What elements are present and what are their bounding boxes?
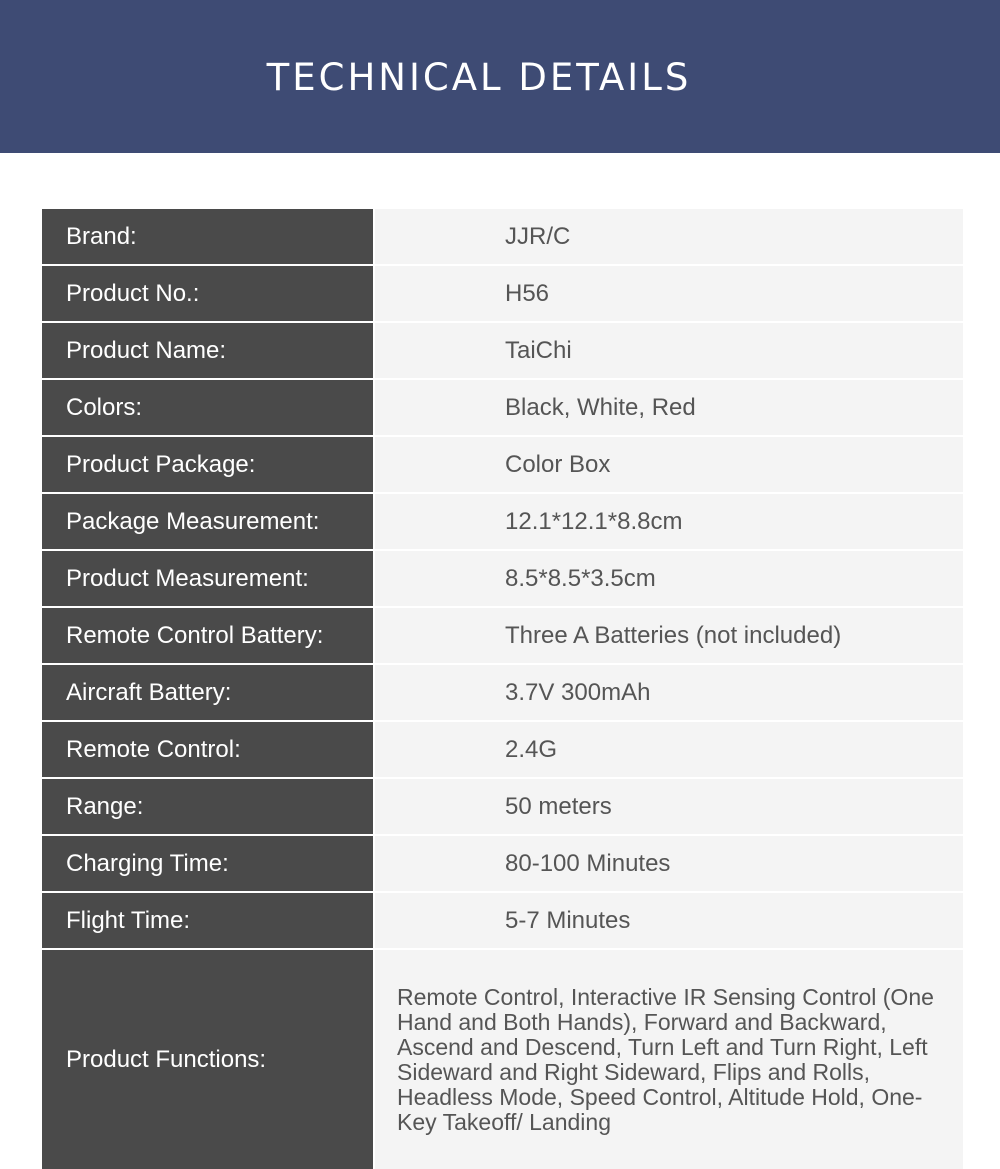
spec-value: 3.7V 300mAh (373, 665, 963, 720)
page-title: TECHNICAL DETAILS (266, 56, 692, 99)
spec-row-flight-time (42, 893, 963, 950)
spec-value: 12.1*12.1*8.8cm (373, 494, 963, 549)
spec-row-product-measurement (42, 551, 963, 608)
spec-value: H56 (373, 266, 963, 321)
spec-label: Remote Control: (42, 722, 373, 777)
spec-label: Package Measurement: (42, 494, 373, 549)
spec-label: Remote Control Battery: (42, 608, 373, 663)
spec-value: JJR/C (373, 209, 963, 264)
spec-label: Range: (42, 779, 373, 834)
spec-label: Product Measurement: (42, 551, 373, 606)
spec-value: 80-100 Minutes (373, 836, 963, 891)
spec-value: 50 meters (373, 779, 963, 834)
spec-label: Aircraft Battery: (42, 665, 373, 720)
spec-row-product-name (42, 323, 963, 380)
spec-row-product-no (42, 266, 963, 323)
spec-row-product-package (42, 437, 963, 494)
spec-row-charging-time (42, 836, 963, 893)
spec-table (42, 209, 963, 1169)
spec-label: Product No.: (42, 266, 373, 321)
spec-value: TaiChi (373, 323, 963, 378)
spec-label: Product Name: (42, 323, 373, 378)
spec-value: Color Box (373, 437, 963, 492)
spec-label: Colors: (42, 380, 373, 435)
header-banner (0, 0, 1000, 153)
spec-row-remote-control (42, 722, 963, 779)
spec-row-aircraft-battery (42, 665, 963, 722)
spec-value: 2.4G (373, 722, 963, 777)
spec-value: Remote Control, Interactive IR Sensing Control (One Hand and Both Hands), Forward and Backward, Ascend and Descend, Turn Left and Turn Right, Left Sideward and Right Sideward, Flips and Rolls, Headless Mode, Speed Control, Altitude Hold, One-Key Takeoff/ Landing (373, 950, 963, 1169)
spec-row-product-functions (42, 950, 963, 1169)
spec-label: Brand: (42, 209, 373, 264)
spec-row-package-measurement (42, 494, 963, 551)
spec-row-colors (42, 380, 963, 437)
spec-row-range (42, 779, 963, 836)
spec-value: 5-7 Minutes (373, 893, 963, 948)
spec-row-brand (42, 209, 963, 266)
spec-label: Flight Time: (42, 893, 373, 948)
spec-row-remote-control-battery (42, 608, 963, 665)
spec-value: Black, White, Red (373, 380, 963, 435)
spec-label: Charging Time: (42, 836, 373, 891)
spec-value: Three A Batteries (not included) (373, 608, 963, 663)
spec-label: Product Functions: (42, 950, 373, 1169)
spec-label: Product Package: (42, 437, 373, 492)
spec-value: 8.5*8.5*3.5cm (373, 551, 963, 606)
